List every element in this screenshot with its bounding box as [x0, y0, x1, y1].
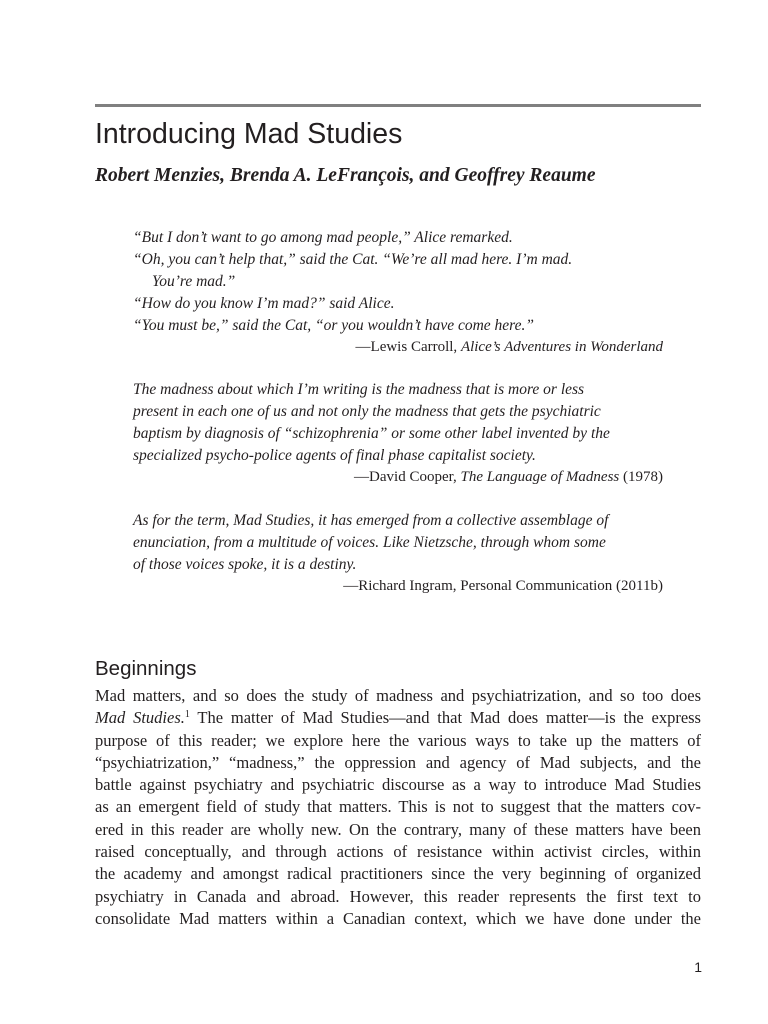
page-number: 1	[694, 959, 702, 975]
epigraph-line: “How do you know I’m mad?” said Alice.	[133, 295, 395, 312]
attribution-work: The Language of Madness	[460, 469, 620, 485]
attribution-author: —Richard Ingram, Personal Communication (2011b)	[343, 578, 663, 594]
attribution-year: (1978)	[619, 469, 663, 485]
body-line	[95, 707, 701, 729]
body-line: ered in this reader are wholly new. On the contrary, many of these matters have been	[95, 819, 701, 839]
epigraph-line: specialized psycho-police agents of final phase capitalist society.	[133, 447, 536, 464]
epigraph-line: “But I don’t want to go among mad people,” Alice remarked.	[133, 229, 513, 246]
epigraph-line: of those voices spoke, it is a destiny.	[133, 556, 357, 573]
epigraph-line: present in each one of us and not only the madness that gets the psychiatric	[133, 403, 601, 420]
attribution-author: —Lewis Carroll,	[355, 339, 461, 355]
epigraph-attribution	[133, 576, 663, 596]
attribution-author: —David Cooper,	[354, 469, 461, 485]
body-line: “psychiatrization,” “madness,” the oppression and agency of Mad subjects, and the	[95, 752, 701, 772]
epigraph-ingram	[133, 510, 663, 596]
epigraph-attribution	[133, 467, 663, 487]
body-line: psychiatry in Canada and abroad. However, this reader represents the first text to	[95, 886, 701, 906]
epigraph-line: enunciation, from a multitude of voices. Like Nietzsche, through whom some	[133, 534, 606, 551]
epigraph-line: “Oh, you can’t help that,” said the Cat. “We’re all mad here. I’m mad.	[133, 251, 573, 268]
body-line: the academy and amongst radical practitioners since the very beginning of organized	[95, 864, 701, 884]
epigraph-line: The madness about which I’m writing is the madness that is more or less	[133, 381, 585, 398]
epigraph-carroll	[133, 227, 663, 357]
chapter-title: Introducing Mad Studies	[95, 118, 403, 150]
section-heading: Beginnings	[95, 657, 197, 680]
body-line: battle against psychiatry and psychiatric discourse as a way to introduce Mad Studies	[95, 775, 701, 795]
epigraph-cooper	[133, 379, 663, 487]
body-line: as an emergent field of study that matters. This is not to suggest that the matters cov-	[95, 797, 701, 817]
body-paragraph	[95, 685, 701, 930]
epigraph-line: baptism by diagnosis of “schizophrenia” or some other label invented by the	[133, 425, 610, 442]
epigraph-attribution	[133, 337, 663, 357]
body-line: consolidate Mad matters within a Canadian context, which we have done under the	[95, 908, 701, 928]
body-line-text: The matter of Mad Studies—and that Mad does matter—is the express	[189, 708, 701, 728]
chapter-top-rule	[95, 104, 701, 107]
epigraph-line: You’re mad.”	[152, 273, 236, 290]
footnote-marker[interactable]: 1	[184, 709, 190, 721]
body-line: Mad matters, and so does the study of madness and psychiatrization, and so too does	[95, 686, 701, 705]
body-line: raised conceptually, and through actions of resistance within activist circles, within	[95, 842, 701, 862]
epigraph-line: As for the term, Mad Studies, it has emerged from a collective assemblage of	[133, 512, 609, 529]
chapter-authors: Robert Menzies, Brenda A. LeFrançois, and Geoffrey Reaume	[95, 165, 596, 186]
attribution-work: Alice’s Adventures in Wonderland	[460, 339, 663, 355]
epigraph-line: “You must be,” said the Cat, “or you wouldn’t have come here.”	[133, 317, 534, 334]
body-line: purpose of this reader; we explore here the various ways to take up the matters of	[95, 730, 701, 750]
book-title-italic: Mad Studies.	[95, 708, 185, 728]
